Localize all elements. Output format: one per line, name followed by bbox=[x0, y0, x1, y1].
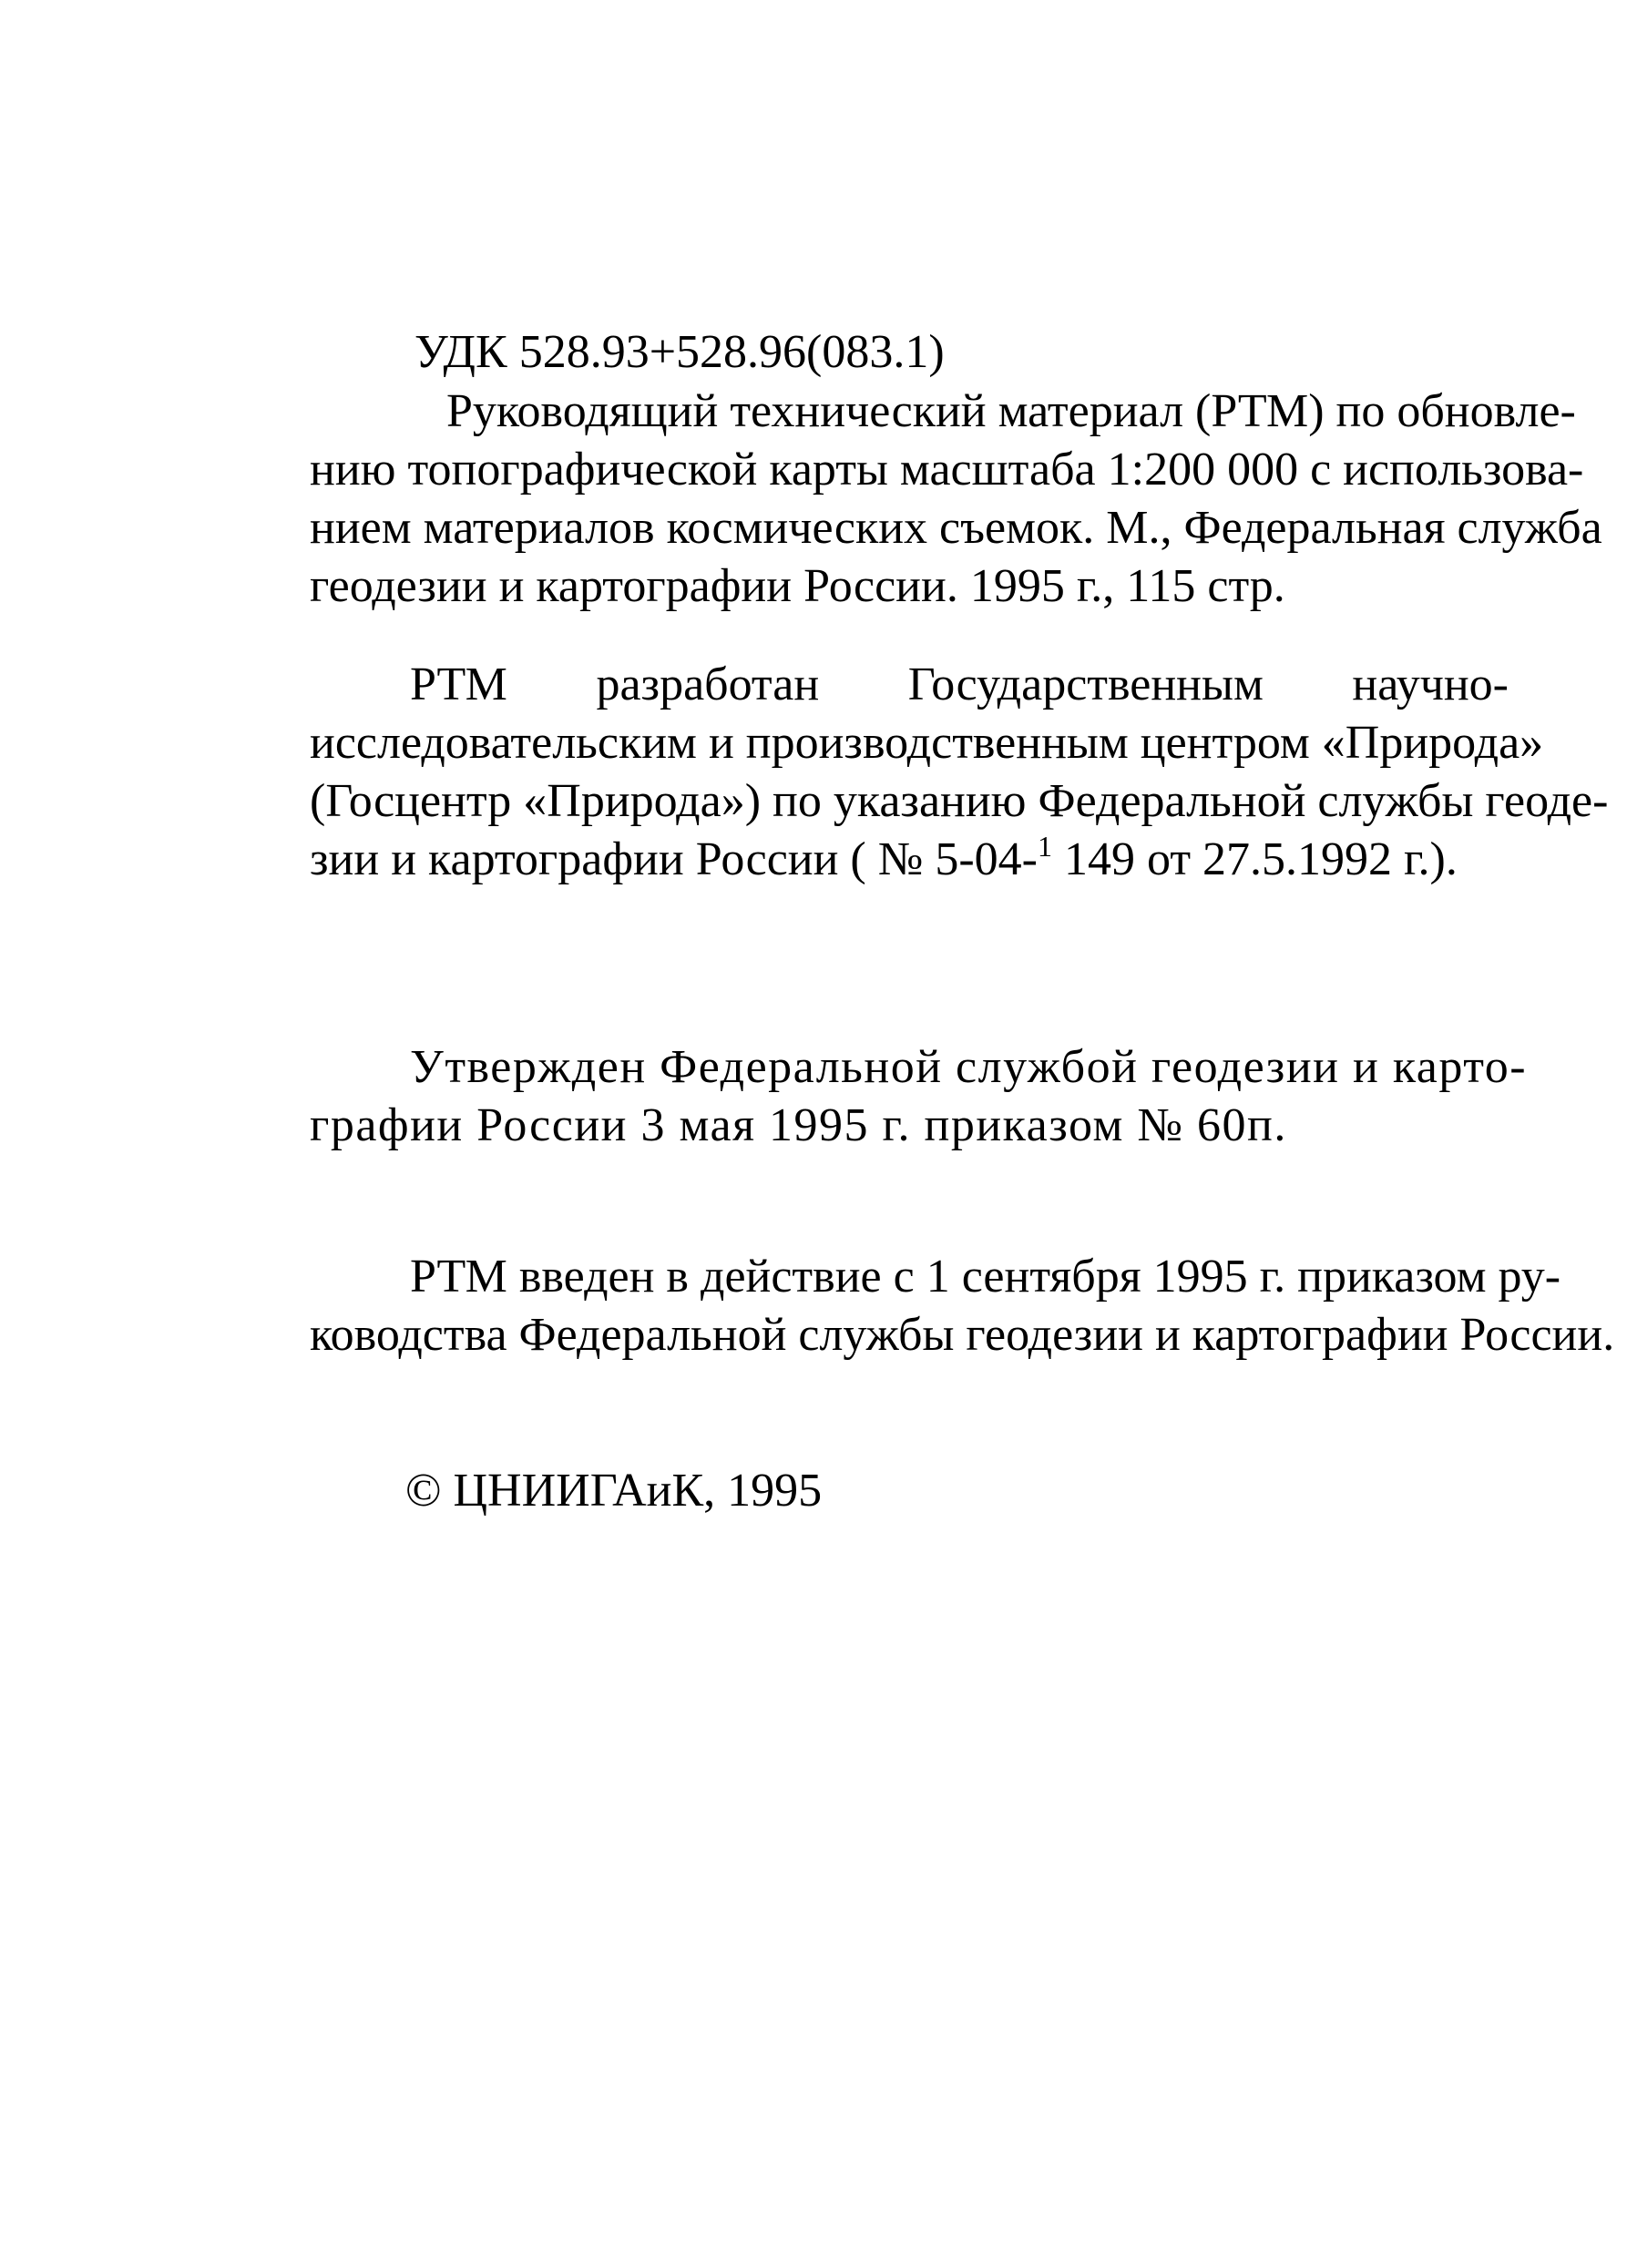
developer-line: РТМ разработан Государственным научно- bbox=[410, 659, 1509, 710]
developer-paragraph bbox=[310, 656, 1609, 889]
enactment-line: ководства Федеральной службы геодезии и картографии России. bbox=[310, 1309, 1615, 1361]
approval-line: Утвержден Федеральной службой геодезии и карто- bbox=[410, 1041, 1528, 1093]
developer-line: исследовательским и производственным центром «Природа» bbox=[310, 717, 1544, 769]
udk-code: УДК 528.93+528.96(083.1) bbox=[414, 326, 945, 378]
developer-line-text: зии и картографии России ( № 5-04- bbox=[310, 833, 1038, 885]
annotation-line: нию топографической карты масштаба 1:200 000 с использова- bbox=[310, 444, 1584, 495]
copyright-notice: © ЦНИИГАиК, 1995 bbox=[405, 1465, 823, 1517]
developer-line-last bbox=[310, 831, 1509, 889]
annotation-line: нием материалов космических съемок. М., Федеральная служба bbox=[310, 502, 1602, 554]
developer-line-text: 149 от 27.5.1992 г.). bbox=[1052, 833, 1458, 885]
enactment-line: РТМ введен в действие с 1 сентября 1995 г. приказом ру- bbox=[410, 1251, 1561, 1303]
enactment-paragraph bbox=[310, 1248, 1615, 1364]
superscript-number: 1 bbox=[1038, 830, 1052, 863]
approval-line: графии России 3 мая 1995 г. приказом № 60п. bbox=[310, 1099, 1287, 1151]
annotation-line: Руководящий технический материал (РТМ) по обновле- bbox=[446, 385, 1576, 437]
annotation-paragraph bbox=[310, 383, 1602, 616]
developer-line: (Госцентр «Природа») по указанию Федеральной службы геоде- bbox=[310, 775, 1609, 827]
approval-paragraph bbox=[310, 1038, 1528, 1155]
annotation-line: геодезии и картографии России. 1995 г., 115 стр. bbox=[310, 560, 1285, 612]
